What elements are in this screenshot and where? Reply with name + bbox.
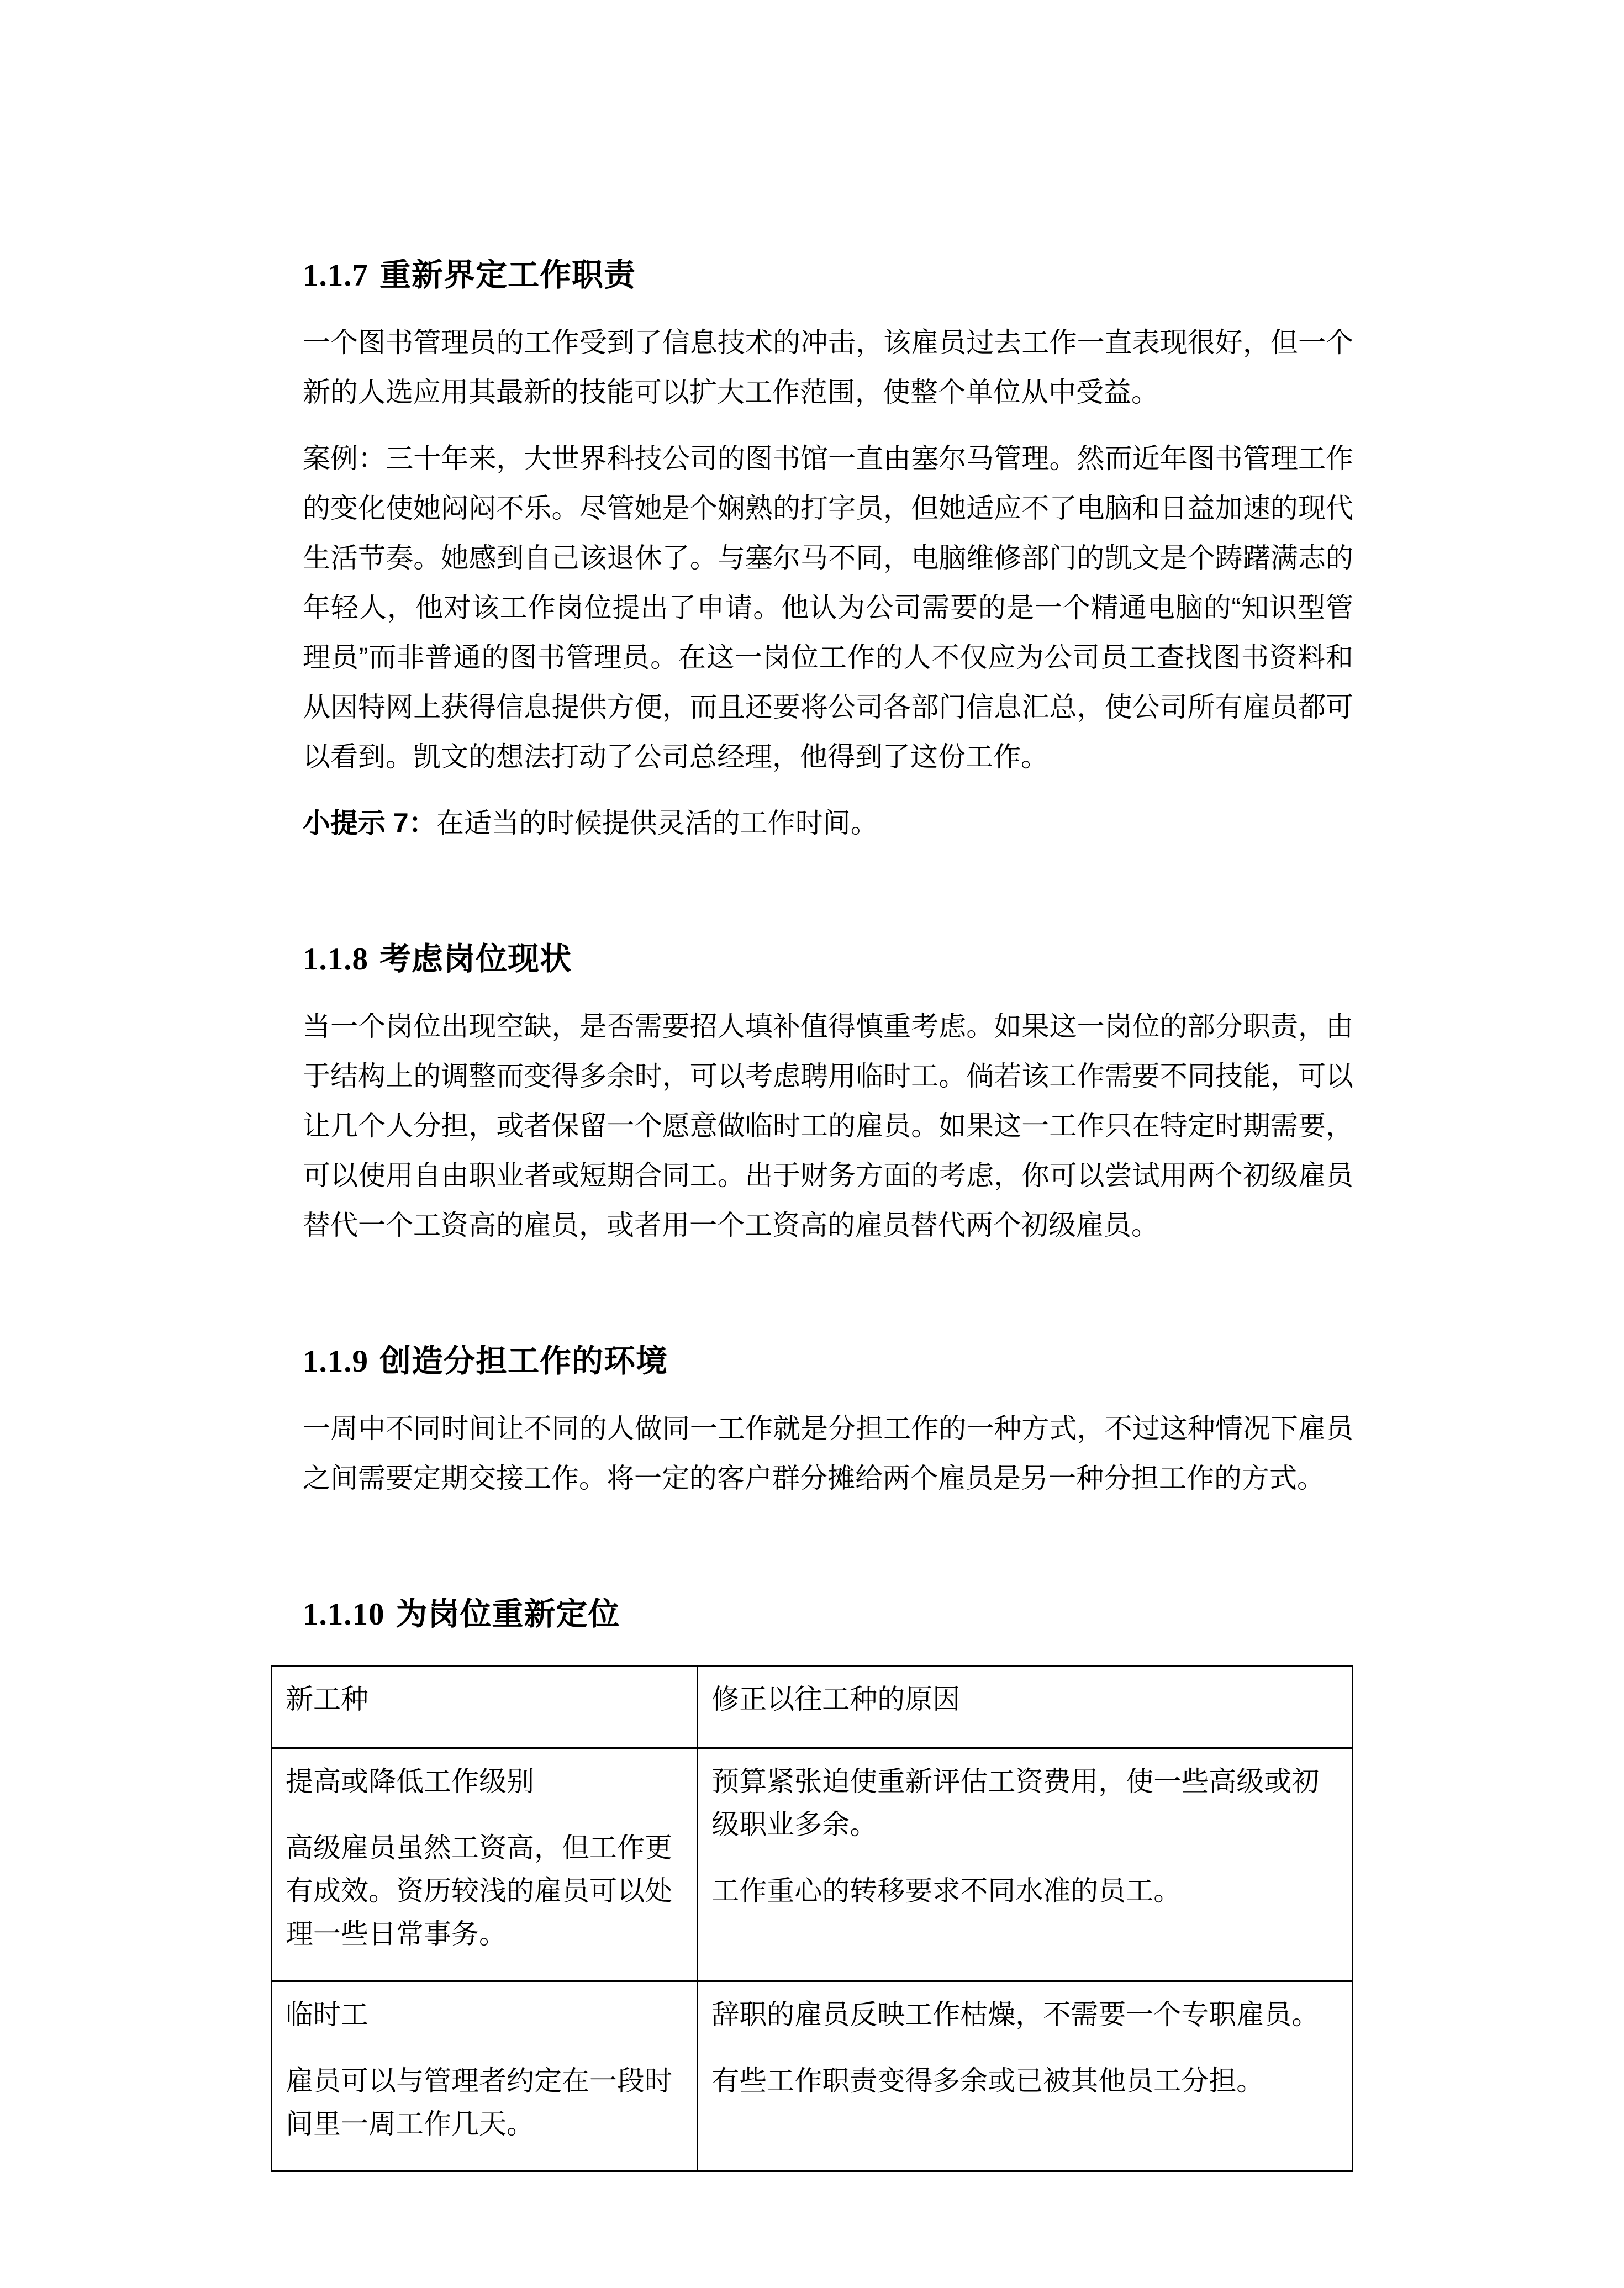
section-number: 1.1.10: [303, 1597, 385, 1632]
section-title: 为岗位重新定位: [396, 1596, 620, 1632]
section-number: 1.1.8: [303, 942, 368, 977]
section-reposition-job: [286, 1589, 1353, 2172]
paragraph: 当一个岗位出现空缺，是否需要招人填补值得慎重考虑。如果这一岗位的部分职责，由于结构上的调整而变得多余时，可以考虑聘用临时工。倘若该工作需要不同技能，可以让几个人分担，或者保留一个愿意做临时工的雇员。如果这一工作只在特定时期需要，可以使用自由职业者或短期合同工。出于财务方面的考虑，你可以尝试用两个初级雇员替代一个工资高的雇员，或者用一个工资高的雇员替代两个初级雇员。: [303, 1011, 1353, 1241]
cell-paragraph: 高级雇员虽然工资高，但工作更有成效。资历较浅的雇员可以处理一些日常事务。: [286, 1832, 672, 1949]
cell-paragraph: 工作重心的转移要求不同水准的员工。: [711, 1875, 1182, 1906]
section-title: 创造分担工作的环境: [379, 1343, 668, 1379]
section-job-sharing-environment: [303, 1336, 1353, 1503]
section-heading: [303, 1336, 1353, 1387]
table-body: [272, 1748, 1353, 2171]
section-number: 1.1.7: [303, 258, 368, 293]
cell-paragraph: 雇员可以与管理者约定在一段时间里一周工作几天。: [286, 2065, 672, 2139]
table-header-new-job-type: 新工种: [272, 1666, 698, 1748]
table-row: [272, 1748, 1353, 1981]
table-cell-job-level: [272, 1748, 698, 1981]
section-consider-position-status: [303, 934, 1353, 1250]
table-cell-temp-worker-reason: [698, 1981, 1353, 2171]
section-redefine-job-duties: [303, 250, 1353, 848]
section-heading: [303, 250, 1353, 301]
section-heading: [303, 934, 1353, 985]
cell-paragraph: 预算紧张迫使重新评估工资费用，使一些高级或初级职业多余。: [711, 1766, 1320, 1840]
table-head: [272, 1666, 1353, 1748]
tip-text: 在适当的时候提供灵活的工作时间。: [436, 808, 878, 839]
cell-paragraph: 辞职的雇员反映工作枯燥，不需要一个专职雇员。: [711, 1999, 1320, 2030]
table-row: [272, 1981, 1353, 2171]
section-number: 1.1.9: [303, 1344, 368, 1379]
tip-label: 小提示 7：: [303, 808, 436, 839]
table-cell-temp-worker: [272, 1981, 698, 2171]
table-cell-job-level-reason: [698, 1748, 1353, 1981]
case-paragraph: 案例：三十年来，大世界科技公司的图书馆一直由塞尔马管理。然而近年图书管理工作的变化使她闷闷不乐。尽管她是个娴熟的打字员，但她适应不了电脑和日益加速的现代生活节奏。她感到自己该退休了。与塞尔马不同，电脑维修部门的凯文是个踌躇满志的年轻人，他对该工作岗位提出了申请。他认为公司需要的是一个精通电脑的“知识型管理员”而非普通的图书管理员。在这一岗位工作的人不仅应为公司员工查找图书资料和从因特网上获得信息提供方便，而且还要将公司各部门信息汇总，使公司所有雇员都可以看到。凯文的想法打动了公司总经理，他得到了这份工作。: [303, 443, 1353, 772]
cell-paragraph: 提高或降低工作级别: [286, 1766, 534, 1797]
job-reposition-table: [271, 1665, 1353, 2172]
paragraph: 一个图书管理员的工作受到了信息技术的冲击，该雇员过去工作一直表现很好，但一个新的人选应用其最新的技能可以扩大工作范围，使整个单位从中受益。: [303, 327, 1353, 408]
paragraph: 一周中不同时间让不同的人做同一工作就是分担工作的一种方式，不过这种情况下雇员之间需要定期交接工作。将一定的客户群分摊给两个雇员是另一种分担工作的方式。: [303, 1413, 1353, 1494]
cell-paragraph: 临时工: [286, 1999, 368, 2030]
cell-paragraph: 有些工作职责变得多余或已被其他员工分担。: [711, 2065, 1264, 2096]
table-header-row: [272, 1666, 1353, 1748]
section-title: 重新界定工作职责: [379, 257, 636, 293]
section-heading: [303, 1589, 1353, 1640]
section-title: 考虑岗位现状: [379, 941, 572, 977]
tip-line: [303, 798, 1353, 848]
table-header-revision-reason: 修正以往工种的原因: [698, 1666, 1353, 1748]
